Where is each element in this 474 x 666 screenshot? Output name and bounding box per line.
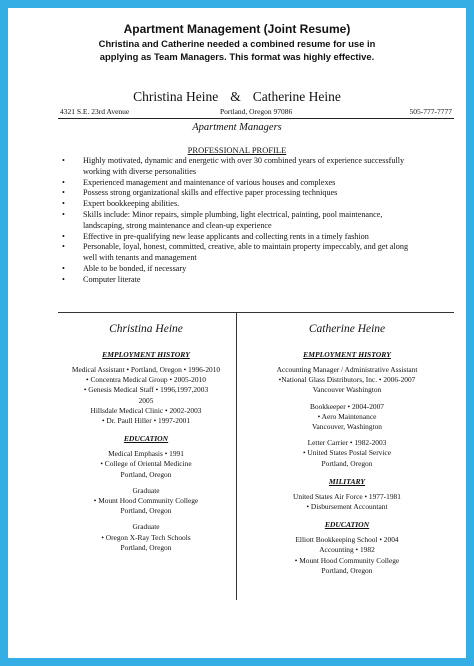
employment-line: • Dr. Paull Hiller • 1997-2001 bbox=[101, 416, 191, 426]
ampersand: & bbox=[230, 89, 241, 104]
employment-line: • United States Postal Service bbox=[303, 448, 391, 458]
education-line: Portland, Oregon bbox=[321, 565, 373, 575]
list-item: • Highly motivated, dynamic and energetic with over 30 combined years of experience successfully working with diverse personalities bbox=[60, 156, 420, 178]
military-line: United States Air Force • 1977-1981 bbox=[293, 491, 401, 501]
employment-line: Bookkeeper • 2004-2007 bbox=[309, 401, 384, 411]
education-line: Portland, Oregon bbox=[120, 506, 172, 516]
list-item: • Able to be bonded, if necessary bbox=[60, 264, 420, 275]
list-item: • Personable, loyal, honest, committed, creative, able to maintain property impeccably, and get along well with tenants and management bbox=[60, 242, 420, 264]
profile-list bbox=[60, 156, 420, 286]
employment-line: • Aero Maintenance bbox=[317, 411, 377, 421]
city-state-zip: Portland, Oregon 97086 bbox=[220, 107, 293, 116]
employment-line: Medical Assistant • Portland, Oregon • 1996-2010 bbox=[71, 365, 221, 374]
employment-line: Hillsdale Medical Clinic • 2002-2003 bbox=[90, 405, 202, 415]
christina-column bbox=[58, 322, 234, 553]
name-catherine: Catherine Heine bbox=[252, 89, 341, 104]
street-address: 4321 S.E. 23rd Avenue bbox=[60, 107, 130, 116]
education-line: • College of Oriental Medicine bbox=[100, 459, 192, 469]
education-line: Elliott Bookkeeping School • 2004 bbox=[295, 535, 399, 545]
education-line: Portland, Oregon bbox=[120, 542, 172, 552]
education-line: Graduate bbox=[132, 485, 160, 495]
intro-text: Christina and Catherine needed a combined resume for use in applying as Team Managers. This format was highly effective. bbox=[98, 38, 376, 62]
employment-line: Accounting Manager / Administrative Assistant bbox=[276, 365, 418, 374]
list-item: • Possess strong organizational skills and effective paper processing techniques bbox=[60, 188, 420, 199]
employment-line: Vancouver Washington bbox=[312, 385, 382, 395]
employment-line: •National Glass Distributors, Inc. • 2006-2007 bbox=[278, 375, 416, 385]
document-title: Apartment Management (Joint Resume) bbox=[123, 22, 351, 36]
section-divider bbox=[58, 312, 454, 313]
military-line: • Disbursement Accountant bbox=[306, 502, 388, 512]
column-divider bbox=[236, 312, 237, 600]
phone-number: 505-777-7777 bbox=[409, 107, 452, 116]
education-line: • Oregon X-Ray Tech Schools bbox=[101, 532, 191, 542]
employment-line: Vancouver, Washington bbox=[312, 422, 382, 432]
profile-heading bbox=[8, 145, 466, 156]
list-item: • Effective in pre-qualifying new lease applicants and collecting rents in a timely fashion bbox=[60, 232, 420, 243]
page-header bbox=[8, 22, 466, 63]
employment-heading: EMPLOYMENT HISTORY bbox=[303, 350, 391, 359]
contact-line bbox=[60, 106, 452, 117]
resume-page bbox=[8, 8, 466, 658]
employment-line: Portland, Oregon bbox=[321, 458, 373, 468]
target-role: Apartment Managers bbox=[192, 122, 282, 133]
education-heading: EDUCATION bbox=[123, 434, 169, 444]
list-item: • Skills include: Minor repairs, simple plumbing, light electrical, painting, pool maintenance, landscaping, strong maintenance and clean-up experience bbox=[60, 210, 420, 232]
list-item: • Computer literate bbox=[60, 275, 420, 286]
education-line: Portland, Oregon bbox=[120, 469, 172, 479]
column-name: Catherine Heine bbox=[308, 323, 386, 335]
list-item: • Experienced management and maintenance of various houses and complexes bbox=[60, 178, 420, 189]
column-name: Christina Heine bbox=[109, 323, 183, 335]
profile-heading-text: PROFESSIONAL PROFILE bbox=[187, 145, 287, 155]
education-line: Graduate bbox=[132, 522, 160, 532]
catherine-column bbox=[240, 322, 454, 576]
employment-line: • Concentra Medical Group • 2005-2010 bbox=[86, 375, 206, 385]
military-heading: MILITARY bbox=[328, 476, 366, 486]
education-heading: EDUCATION bbox=[324, 520, 370, 530]
applicant-names bbox=[8, 89, 466, 105]
employment-heading: EMPLOYMENT HISTORY bbox=[102, 350, 190, 359]
education-line: • Mount Hood Community College bbox=[294, 555, 400, 565]
employment-line: • Genesis Medical Staff • 1996,1997,2003 bbox=[83, 385, 209, 395]
list-item: • Expert bookkeeping abilities. bbox=[60, 199, 420, 210]
education-line: Accounting • 1982 bbox=[319, 545, 375, 555]
employment-line: Letter Carrier • 1982-2003 bbox=[307, 438, 387, 448]
header-rule bbox=[58, 118, 454, 119]
education-line: • Mount Hood Community College bbox=[93, 496, 199, 506]
employment-line: 2005 bbox=[138, 395, 154, 405]
name-christina: Christina Heine bbox=[133, 89, 219, 104]
education-line: Medical Emphasis • 1991 bbox=[108, 449, 184, 459]
